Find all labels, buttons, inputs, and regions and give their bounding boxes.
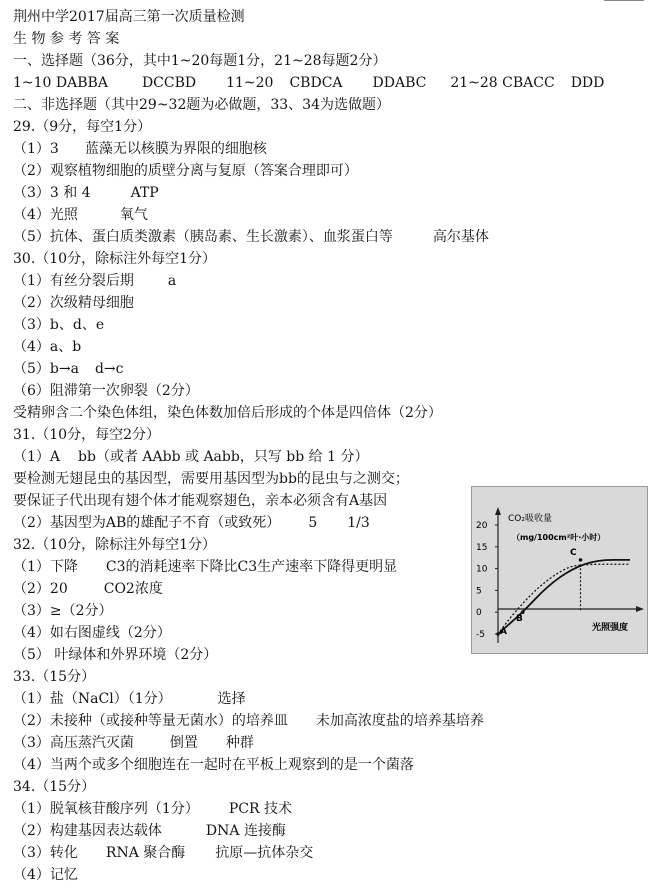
y-tick-label: 5 xyxy=(476,586,482,597)
answer-group: 11~20 xyxy=(226,75,274,91)
q30-line: （1）有丝分裂后期 a xyxy=(13,273,177,289)
q32-line: （5） 叶绿体和外界环境（2分） xyxy=(13,647,218,663)
q30-line: （3）b、d、e xyxy=(13,317,105,333)
graph-point xyxy=(496,632,500,636)
point-a-label: A xyxy=(500,627,507,637)
section1-answers xyxy=(13,74,604,92)
q33-line: （4）当两个或多个细胞连在一起时在平板上观察到的是一个菌落 xyxy=(13,757,414,773)
q32-line: （1）下降 C3的消耗速率下降比C3生产速率下降得更明显 xyxy=(13,559,398,575)
graph-point xyxy=(579,558,583,562)
point-b-label: B xyxy=(516,614,523,624)
y-tick-label: 20 xyxy=(476,521,488,531)
q31-heading: 31.（10分，每空2分） xyxy=(13,427,160,443)
section2-heading: 二、非选择题（其中29~32题为必做题，33、34为选做题） xyxy=(13,97,390,113)
q34-line: （3）转化 RNA 聚合酶 抗原—抗体杂交 xyxy=(13,845,314,861)
q30-line: 受精卵含二个染色体组，染色体数加倍后形成的个体是四倍体（2分） xyxy=(13,405,442,421)
y-axis-unit: （mg/100cm²叶·小时） xyxy=(512,533,606,542)
q34-line: （2）构建基因表达载体 DNA 连接酶 xyxy=(13,823,286,839)
answer-group: 1~10 DABBA xyxy=(13,75,108,91)
q32-line: （4）如右图虚线（2分） xyxy=(13,625,171,641)
q31-line: （1）A bb（或者 AAbb 或 Aabb，只写 bb 给 1 分） xyxy=(13,449,369,465)
q34-line: （4）记忆 xyxy=(13,867,78,883)
doc-title: 荆州中学2017届高三第一次质量检测 xyxy=(13,9,245,25)
q30-heading: 30.（10分，除标注外每空1分） xyxy=(13,251,216,267)
x-axis-label: 光照强度 xyxy=(592,623,629,633)
answer-group: CBDCA xyxy=(289,75,343,91)
q31-line: 要保证子代出现有翅个体才能观察翅色，亲本必须含有A基因 xyxy=(13,493,388,509)
q33-line: （1）盐（NaCl）（1分） 选择 xyxy=(13,691,246,707)
q33-line: （2）未接种（或接种等量无菌水）的培养皿 未加高浓度盐的培养基培养 xyxy=(13,713,484,729)
answer-group: DDABC xyxy=(372,75,427,91)
graph-point xyxy=(521,610,525,614)
graph-svg xyxy=(472,487,647,653)
q29-heading: 29.（9分，每空1分） xyxy=(13,119,152,135)
answer-group: 21~28 CBACC xyxy=(450,75,555,91)
q32-line: （2）20 CO2浓度 xyxy=(13,581,163,597)
page-edge-mark xyxy=(604,0,644,4)
q29-line: （1）3 蓝藻无以核膜为界限的细胞核 xyxy=(13,141,267,157)
q29-line: （2）观察植物细胞的质壁分离与复原（答案合理即可） xyxy=(13,163,358,179)
y-tick-label: 10 xyxy=(476,564,488,575)
q32-line: （3）≥（2分） xyxy=(13,603,113,619)
doc-subtitle: 生 物 参 考 答 案 xyxy=(13,31,120,47)
q29-line: （5）抗体、蛋白质类激素（胰岛素、生长激素）、血浆蛋白等 高尔基体 xyxy=(13,229,489,245)
x-axis-arrow-icon xyxy=(636,606,644,612)
answer-group: DCCBD xyxy=(141,75,197,91)
q30-line: （6）阻滞第一次卵裂（2分） xyxy=(13,383,199,399)
y-tick-label: 0 xyxy=(476,608,482,619)
answer-group: DDD xyxy=(570,75,605,91)
q32-heading: 32.（10分，除标注外每空1分） xyxy=(13,537,216,553)
y-axis-label: CO₂吸收量 xyxy=(508,514,552,524)
q33-heading: 33.（15分） xyxy=(13,669,96,685)
q30-line: （4）a、b xyxy=(13,339,82,355)
q29-line: （3）3 和 4 ATP xyxy=(13,185,159,201)
q34-line: （1）脱氧核苷酸序列（1分） PCR 技术 xyxy=(13,801,292,817)
q30-line: （5）b→a d→c xyxy=(13,361,124,377)
y-axis-arrow-icon xyxy=(495,507,501,515)
q31-line: （2）基因型为AB的雄配子不育（或致死） 5 1/3 xyxy=(13,515,370,531)
q30-line: （2）次级精母细胞 xyxy=(13,295,134,311)
photosynthesis-graph xyxy=(471,486,648,654)
q31-line: 要检测无翅昆虫的基因型，需要用基因型为bb的昆虫与之测交； xyxy=(13,471,409,487)
y-tick-label: 15 xyxy=(476,542,488,553)
q29-line: （4）光照 氧气 xyxy=(13,207,148,223)
q33-line: （3）高压蒸汽灭菌 倒置 种群 xyxy=(13,735,254,751)
y-tick-label: -5 xyxy=(476,630,485,640)
point-c-label: C xyxy=(570,548,577,558)
section1-heading: 一、选择题（36分，其中1~20每题1分，21~28每题2分） xyxy=(13,53,387,69)
q34-heading: 34.（15分） xyxy=(13,779,96,795)
